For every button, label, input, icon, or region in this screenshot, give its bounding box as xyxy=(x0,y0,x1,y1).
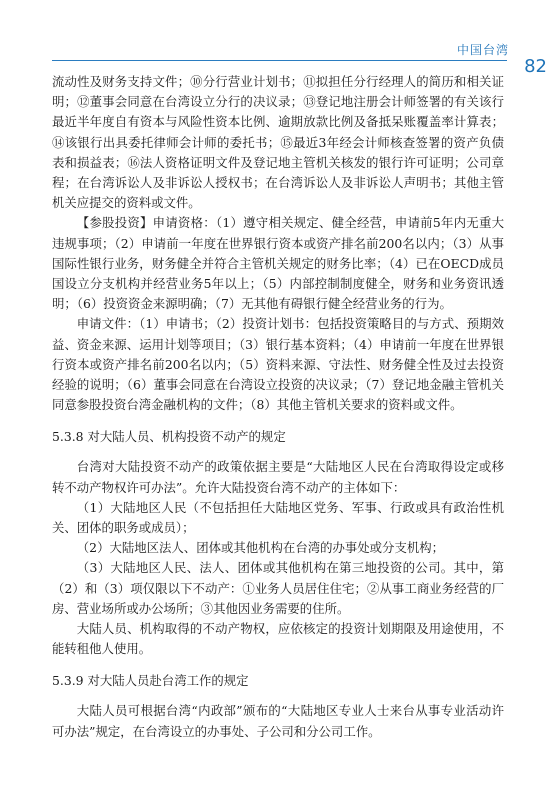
paragraph-application-documents: 申请文件：（1）申请书；（2）投资计划书：包括投资策略目的与方式、预期效益、资金来源、运用计划等项目；（3）银行基本资料；（4）申请前一年度在世界银行资本或资产排名前200名以内；（5）资料来源、守法性、财务健全性及过去投资经验的说明；（6）董事会同意在台湾设立投资的决议录；（7）登记地金融主管机关同意参股投资台湾金融机构的文件；（8）其他主管机关要求的资料或文件。 xyxy=(52,316,504,413)
section-heading-538: 5.3.8 对大陆人员、机构投资不动产的规定 xyxy=(52,429,286,445)
paragraph-real-estate-usage: 大陆人员、机构取得的不动产物权，应依核定的投资计划期限及用途使用，不能转租他人使用。 xyxy=(52,621,504,657)
paragraph-real-estate-policy: 台湾对大陆投资不动产的政策依据主要是“大陆地区人民在台湾取得设定或移转不动产物权许可办法”。允许大陆投资台湾不动产的主体如下： xyxy=(52,459,504,495)
paragraph-work-in-taiwan: 大陆人员可根据台湾“内政部”颁布的“大陆地区专业人士来台从事专业活动许可办法”规定，在台湾设立的办事处、子公司和分公司工作。 xyxy=(52,703,504,739)
header-divider xyxy=(52,60,507,61)
page-number: 82 xyxy=(524,56,547,77)
section-heading-539: 5.3.9 对大陆人员赴台湾工作的规定 xyxy=(52,673,249,689)
paragraph-equity-investment-eligibility: 【参股投资】申请资格：（1）遵守相关规定、健全经营，申请前5年内无重大违规事项；（2）申请前一年度在世界银行资本或资产排名前200名以内；（3）从事国际性银行业务，财务健全并符合主管机关规定的财务比率；（4）已在OECD成员国设立分支机构并经营业务5年以上；（5）内部控制制度健全，财务和业务资讯透明；（6）投资资金来源明确；（7）无其他有碍银行健全经营业务的行为。 xyxy=(52,215,504,312)
paragraph-real-estate-item-1: （1）大陆地区人民（不包括担任大陆地区党务、军事、行政或具有政治性机关、团体的职务或成员）； xyxy=(52,499,504,536)
paragraph-branch-documents: 流动性及财务支持文件；⑩分行营业计划书；⑪拟担任分行经理人的简历和相关证明；⑫董事会同意在台湾设立分行的决议录；⑬登记地注册会计师签署的有关该行最近半年度自有资本与风险性资本比例、逾期放款比例及备抵呆账覆盖率计算表；⑭该银行出具委托律师会计师的委托书；⑮最近3年经会计师核查签署的资产负债表和损益表；⑯法人资格证明文件及登记地主管机关核发的银行许可证明；公司章程；在台湾诉讼人及非诉讼人授权书；在台湾诉讼人及非诉讼人声明书；其他主管机关应提交的资料或文件。 xyxy=(52,74,504,211)
paragraph-real-estate-item-3: （3）大陆地区人民、法人、团体或其他机构在第三地投资的公司。其中，第（2）和（3）项仅限以下不动产：①业务人员居住住宅；②从事工商业务经营的厂房、营业场所或办公场所；③其他因业务需要的住所。 xyxy=(52,560,504,616)
page-body xyxy=(52,72,504,742)
header-section-label: 中国台湾 xyxy=(456,43,509,57)
paragraph-real-estate-item-2: （2）大陆地区法人、团体或其他机构在台湾的办事处或分支机构； xyxy=(76,540,445,556)
